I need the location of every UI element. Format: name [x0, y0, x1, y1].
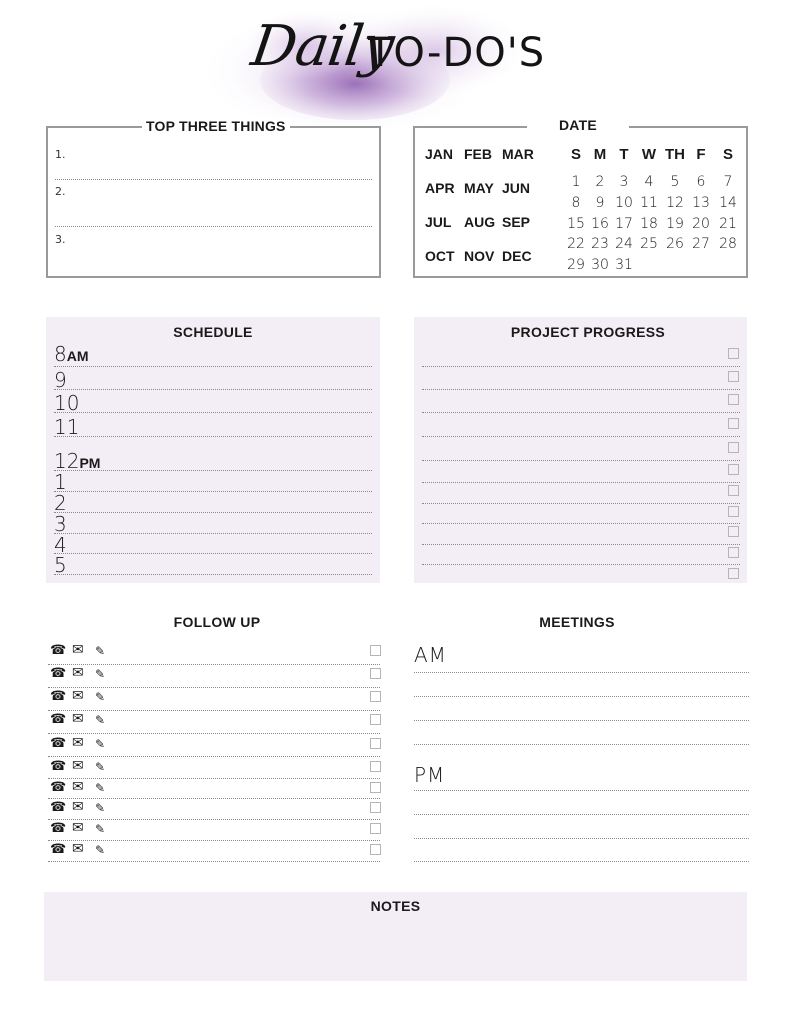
calendar-day-3[interactable]: 3 — [619, 174, 629, 190]
weekday-3: W — [641, 146, 657, 163]
follow-up-checkbox-2[interactable] — [370, 691, 381, 702]
month-dec[interactable]: DEC — [502, 248, 532, 264]
phone-icon[interactable]: ☎ — [50, 666, 67, 681]
meeting-line-2[interactable] — [414, 720, 749, 721]
calendar-day-6[interactable]: 6 — [696, 174, 706, 190]
note-icon[interactable]: ✎ — [95, 667, 106, 681]
schedule-hour-suffix: PM — [79, 455, 101, 471]
date-label: DATE — [527, 117, 629, 133]
follow-up-checkbox-9[interactable] — [370, 844, 381, 855]
project-checkbox-6[interactable] — [728, 485, 739, 496]
project-progress-label: PROJECT PROGRESS — [510, 324, 666, 340]
schedule-line-5[interactable] — [54, 491, 372, 492]
calendar-day-8[interactable]: 8 — [571, 195, 581, 211]
notes-label: NOTES — [370, 898, 421, 914]
calendar-day-2[interactable]: 2 — [595, 174, 605, 190]
calendar-day-15[interactable]: 15 — [567, 216, 585, 232]
project-line-3[interactable] — [422, 436, 740, 437]
phone-icon[interactable]: ☎ — [50, 780, 67, 795]
project-checkbox-2[interactable] — [728, 394, 739, 405]
phone-icon[interactable]: ☎ — [50, 643, 67, 658]
schedule-hour-0 — [54, 342, 89, 366]
project-checkbox-3[interactable] — [728, 418, 739, 429]
follow-up-line-0[interactable] — [48, 664, 380, 665]
project-line-8[interactable] — [422, 544, 740, 545]
note-icon[interactable]: ✎ — [95, 843, 106, 857]
project-line-7[interactable] — [422, 523, 740, 524]
follow-up-line-5[interactable] — [48, 778, 380, 779]
note-icon[interactable]: ✎ — [95, 760, 106, 774]
meetings-label: MEETINGS — [539, 614, 615, 630]
envelope-icon[interactable]: ✉ — [72, 758, 84, 774]
calendar-day-5[interactable]: 5 — [670, 174, 680, 190]
project-checkbox-10[interactable] — [728, 568, 739, 579]
calendar-day-12[interactable]: 12 — [666, 195, 684, 211]
project-checkbox-0[interactable] — [728, 348, 739, 359]
project-checkbox-7[interactable] — [728, 506, 739, 517]
schedule-hour-number: 11 — [54, 415, 80, 439]
page-title: TO-DO'S — [368, 30, 546, 76]
project-line-0[interactable] — [422, 366, 740, 367]
meeting-line-1[interactable] — [414, 696, 749, 697]
project-line-6[interactable] — [422, 503, 740, 504]
schedule-line-2[interactable] — [54, 412, 372, 413]
title-script: Daily — [247, 14, 398, 79]
schedule-line-8[interactable] — [54, 553, 372, 554]
top-three-label: TOP THREE THINGS — [142, 118, 290, 134]
follow-up-checkbox-8[interactable] — [370, 823, 381, 834]
envelope-icon[interactable]: ✉ — [72, 642, 84, 658]
project-checkbox-9[interactable] — [728, 547, 739, 558]
envelope-icon[interactable]: ✉ — [72, 665, 84, 681]
follow-up-checkbox-4[interactable] — [370, 738, 381, 749]
envelope-icon[interactable]: ✉ — [72, 799, 84, 815]
calendar-day-31[interactable]: 31 — [615, 257, 633, 273]
schedule-hour-number: 2 — [54, 491, 67, 515]
project-checkbox-1[interactable] — [728, 371, 739, 382]
phone-icon[interactable]: ☎ — [50, 821, 67, 836]
schedule-hour-suffix: AM — [66, 348, 89, 364]
project-line-1[interactable] — [422, 389, 740, 390]
calendar-day-28[interactable]: 28 — [719, 236, 737, 252]
follow-up-line-4[interactable] — [48, 756, 380, 757]
meeting-line-4[interactable] — [414, 790, 749, 791]
envelope-icon[interactable]: ✉ — [72, 711, 84, 727]
phone-icon[interactable]: ☎ — [50, 759, 67, 774]
calendar-day-1[interactable]: 1 — [571, 174, 581, 190]
phone-icon[interactable]: ☎ — [50, 712, 67, 727]
follow-up-line-8[interactable] — [48, 840, 380, 841]
note-icon[interactable]: ✎ — [95, 690, 106, 704]
calendar-day-19[interactable]: 19 — [666, 216, 684, 232]
month-feb[interactable]: FEB — [464, 146, 492, 162]
calendar-day-17[interactable]: 17 — [615, 216, 633, 232]
month-nov[interactable]: NOV — [464, 248, 495, 264]
follow-up-line-7[interactable] — [48, 819, 380, 820]
month-mar[interactable]: MAR — [502, 146, 534, 162]
calendar-day-23[interactable]: 23 — [591, 236, 609, 252]
note-icon[interactable]: ✎ — [95, 713, 106, 727]
project-line-4[interactable] — [422, 460, 740, 461]
calendar-day-27[interactable]: 27 — [692, 236, 710, 252]
schedule-line-9[interactable] — [54, 574, 372, 575]
follow-up-label: FOLLOW UP — [173, 614, 261, 630]
weekday-5: F — [696, 146, 706, 163]
project-checkbox-5[interactable] — [728, 464, 739, 475]
calendar-day-24[interactable]: 24 — [615, 236, 633, 252]
calendar-day-21[interactable]: 21 — [719, 216, 737, 232]
schedule-line-1[interactable] — [54, 389, 372, 390]
schedule-hour-number: 5 — [54, 553, 67, 577]
weekday-0: S — [570, 146, 581, 163]
top-three-box — [46, 126, 381, 278]
schedule-hour-number: 4 — [54, 533, 67, 557]
schedule-hour-number: 10 — [54, 391, 80, 415]
calendar-day-29[interactable]: 29 — [567, 257, 585, 273]
top-three-line-2[interactable] — [55, 226, 372, 227]
schedule-label: SCHEDULE — [173, 324, 253, 340]
meeting-line-0[interactable] — [414, 672, 749, 673]
project-checkbox-8[interactable] — [728, 526, 739, 537]
schedule-line-4[interactable] — [54, 470, 372, 471]
calendar-day-22[interactable]: 22 — [567, 236, 585, 252]
project-checkbox-4[interactable] — [728, 442, 739, 453]
calendar-day-26[interactable]: 26 — [666, 236, 684, 252]
weekday-6: S — [722, 146, 733, 163]
project-line-2[interactable] — [422, 412, 740, 413]
follow-up-checkbox-1[interactable] — [370, 668, 381, 679]
note-icon[interactable]: ✎ — [95, 822, 106, 836]
project-line-5[interactable] — [422, 482, 740, 483]
project-line-9[interactable] — [422, 564, 740, 565]
follow-up-checkbox-6[interactable] — [370, 782, 381, 793]
calendar-day-9[interactable]: 9 — [595, 195, 605, 211]
envelope-icon[interactable]: ✉ — [72, 820, 84, 836]
weekday-1: M — [593, 146, 607, 163]
meetings-am-label: AM — [414, 643, 447, 667]
envelope-icon[interactable]: ✉ — [72, 688, 84, 704]
phone-icon[interactable]: ☎ — [50, 736, 67, 751]
follow-up-line-3[interactable] — [48, 733, 380, 734]
schedule-hour-number: 9 — [54, 368, 67, 392]
calendar-day-4[interactable]: 4 — [644, 174, 654, 190]
follow-up-checkbox-5[interactable] — [370, 761, 381, 772]
phone-icon[interactable]: ☎ — [50, 842, 67, 857]
calendar-day-16[interactable]: 16 — [591, 216, 609, 232]
meeting-line-5[interactable] — [414, 814, 749, 815]
follow-up-line-9[interactable] — [48, 861, 380, 862]
note-icon[interactable]: ✎ — [95, 801, 106, 815]
calendar-day-13[interactable]: 13 — [692, 195, 710, 211]
top-three-item-3-number: 3. — [55, 233, 66, 246]
schedule-hour-number: 12 — [54, 449, 80, 473]
weekday-4: TH — [665, 146, 685, 163]
envelope-icon[interactable]: ✉ — [72, 735, 84, 751]
follow-up-line-6[interactable] — [48, 798, 380, 799]
month-sep[interactable]: SEP — [502, 214, 531, 230]
month-aug[interactable]: AUG — [464, 214, 496, 230]
weekday-2: T — [619, 146, 629, 163]
calendar-day-20[interactable]: 20 — [692, 216, 710, 232]
follow-up-checkbox-3[interactable] — [370, 714, 381, 725]
follow-up-line-2[interactable] — [48, 710, 380, 711]
meetings-pm-label: PM — [414, 763, 446, 787]
calendar-day-30[interactable]: 30 — [591, 257, 609, 273]
meeting-line-3[interactable] — [414, 744, 749, 745]
note-icon[interactable]: ✎ — [95, 737, 106, 751]
calendar-day-14[interactable]: 14 — [719, 195, 737, 211]
phone-icon[interactable]: ☎ — [50, 800, 67, 815]
schedule-line-7[interactable] — [54, 533, 372, 534]
calendar-day-10[interactable]: 10 — [615, 195, 633, 211]
top-three-line-1[interactable] — [55, 179, 372, 180]
schedule-hour-number: 3 — [54, 512, 67, 536]
follow-up-checkbox-0[interactable] — [370, 645, 381, 656]
top-three-item-1-number: 1. — [55, 148, 66, 161]
schedule-hour-number: 1 — [54, 470, 67, 494]
meeting-line-6[interactable] — [414, 838, 749, 839]
envelope-icon[interactable]: ✉ — [72, 779, 84, 795]
schedule-line-6[interactable] — [54, 512, 372, 513]
follow-up-checkbox-7[interactable] — [370, 802, 381, 813]
follow-up-line-1[interactable] — [48, 687, 380, 688]
month-jan[interactable]: JAN — [425, 146, 454, 162]
schedule-line-0[interactable] — [54, 366, 372, 367]
calendar-day-11[interactable]: 11 — [640, 195, 658, 211]
month-apr[interactable]: APR — [425, 180, 455, 196]
calendar-day-25[interactable]: 25 — [640, 236, 658, 252]
top-three-item-2-number: 2. — [55, 185, 66, 198]
meeting-line-7[interactable] — [414, 861, 749, 862]
calendar-day-7[interactable]: 7 — [723, 174, 733, 190]
envelope-icon[interactable]: ✉ — [72, 841, 84, 857]
calendar-day-18[interactable]: 18 — [640, 216, 658, 232]
schedule-line-3[interactable] — [54, 436, 372, 437]
note-icon[interactable]: ✎ — [95, 644, 106, 658]
phone-icon[interactable]: ☎ — [50, 689, 67, 704]
month-jun[interactable]: JUN — [502, 180, 531, 196]
month-may[interactable]: MAY — [464, 180, 494, 196]
month-jul[interactable]: JUL — [425, 214, 452, 230]
schedule-hour-number: 8 — [54, 342, 67, 366]
note-icon[interactable]: ✎ — [95, 781, 106, 795]
month-oct[interactable]: OCT — [425, 248, 455, 264]
